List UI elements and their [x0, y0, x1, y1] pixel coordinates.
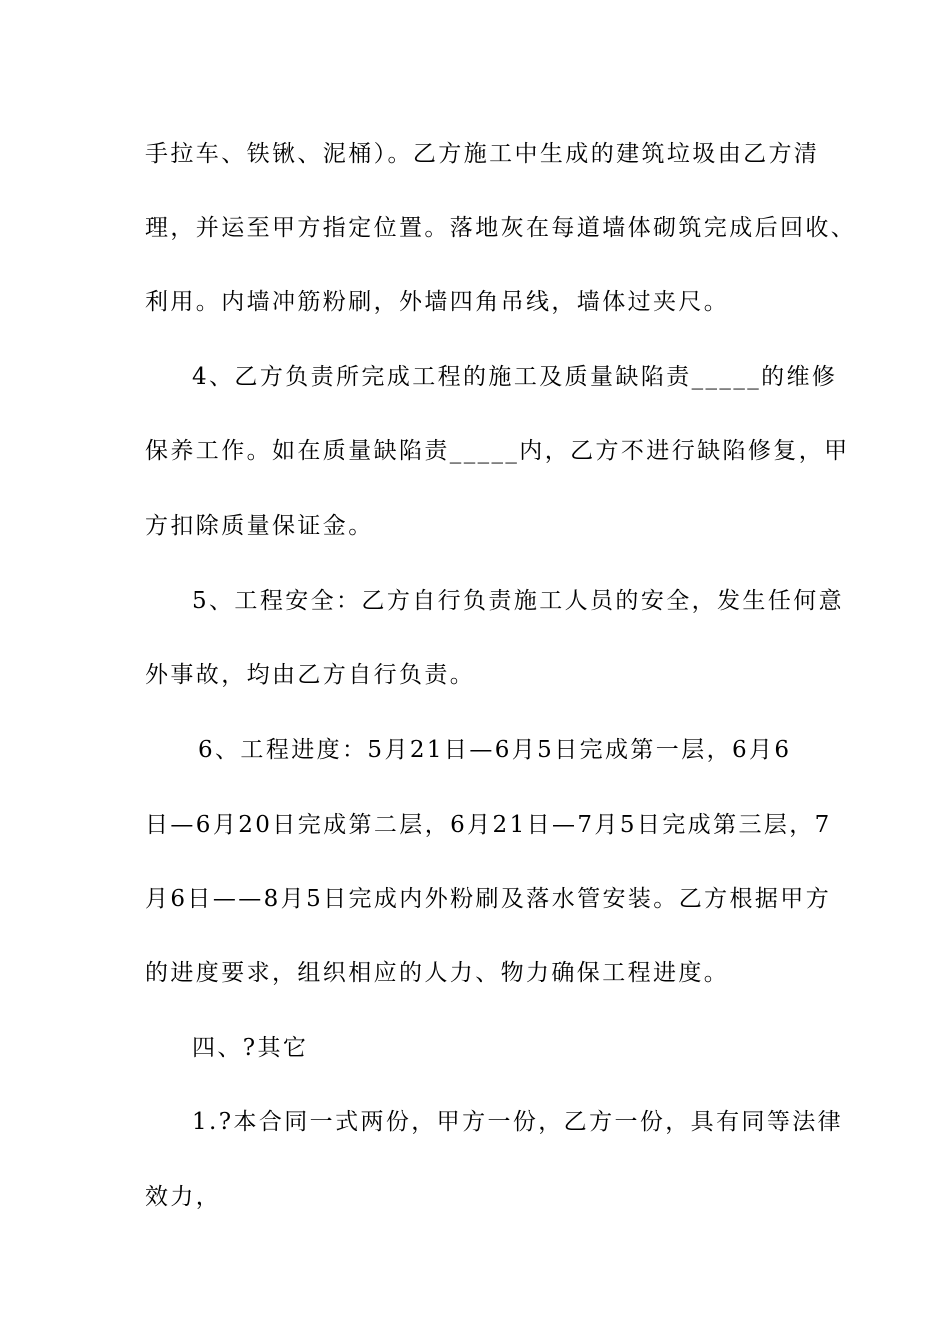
paragraph-line: 5、工程安全：乙方自行负责施工人员的安全，发生任何意	[192, 588, 845, 614]
paragraph-line: 日—6月20日完成第二层，6月21日—7月5日完成第三层，7	[145, 812, 832, 838]
paragraph-line: 效力，	[145, 1184, 222, 1210]
paragraph-line: 利用。内墙冲筋粉刷，外墙四角吊线，墙体过夹尺。	[145, 289, 730, 315]
paragraph-line: 4、乙方负责所完成工程的施工及质量缺陷责_____的维修	[192, 364, 838, 390]
paragraph-line: 方扣除质量保证金。	[145, 513, 374, 539]
paragraph-line: 1.?本合同一式两份，甲方一份，乙方一份，具有同等法律	[192, 1109, 844, 1135]
paragraph-line: 6、工程进度：5月21日—6月5日完成第一层，6月6	[198, 737, 792, 763]
paragraph-line: 理，并运至甲方指定位置。落地灰在每道墙体砌筑完成后回收、	[145, 215, 857, 241]
section-heading: 四、?其它	[192, 1035, 309, 1061]
paragraph-line: 的进度要求，组织相应的人力、物力确保工程进度。	[145, 960, 730, 986]
paragraph-line: 外事故，均由乙方自行负责。	[145, 662, 476, 688]
paragraph-line: 月6日——8月5日完成内外粉刷及落水管安装。乙方根据甲方	[145, 886, 832, 912]
paragraph-line: 保养工作。如在质量缺陷责_____内，乙方不进行缺陷修复，甲	[145, 438, 850, 464]
paragraph-line: 手拉车、铁锹、泥桶）。乙方施工中生成的建筑垃圾由乙方清	[145, 141, 820, 167]
